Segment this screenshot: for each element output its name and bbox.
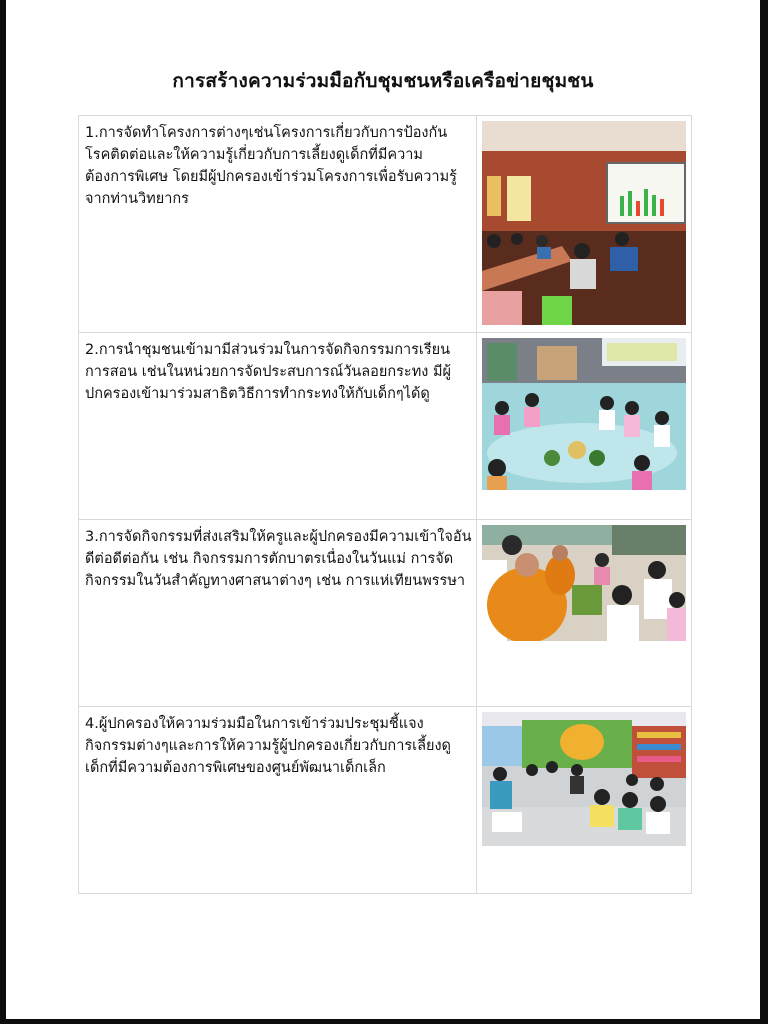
krathong-photo bbox=[482, 338, 686, 490]
meeting-photo bbox=[482, 712, 686, 846]
item-text-3: 3.การจัดกิจกรรมที่ส่งเสริมให้ครูและผู้ปกครองมีความเข้าใจอันดีต่อดีต่อกัน เช่น กิจกรรมการตักบาตรเนื่องในวันแม่ การจัดกิจกรรมในวันสำคัญทางศาสนาต่างๆ เช่น การแห่เทียนพรรษา bbox=[85, 529, 472, 589]
item-text-2: 2.การนำชุมชนเข้ามามีส่วนร่วมในการจัดกิจกรรมการเรียนการสอน เช่นในหน่วยการจัดประสบการณ์วันลอยกระทง มีผู้ปกครองเข้ามาร่วมสาธิตวิธีการทำกระทงให้กับเด็กๆได้ดู bbox=[85, 342, 452, 402]
alms-photo bbox=[482, 525, 686, 641]
page-title: การสร้างความร่วมมือกับชุมชนหรือเครือข่ายชุมชน bbox=[172, 70, 594, 92]
table-row bbox=[79, 520, 692, 707]
item-text-4: 4.ผู้ปกครองให้ความร่วมมือในการเข้าร่วมประชุมชี้แจงกิจกรรมต่างๆและการให้ความรู้ผู้ปกครองเกี่ยวกับการเลี้ยงดูเด็กที่มีความต้องการพิเศษของศูนย์พัฒนาเด็กเล็ก bbox=[85, 716, 451, 776]
item-text-1: 1.การจัดทำโครงการต่างๆเช่นโครงการเกี่ยวกับการป้องกันโรคติดต่อและให้ความรู้เกี่ยวกับการเลี้ยงดูเด็กที่มีความต้องการพิเศษ โดยมีผู้ปกครองเข้าร่วมโครงการเพื่อรับความรู้จากท่านวิทยากร bbox=[85, 125, 457, 207]
table-row bbox=[79, 116, 692, 333]
document-page bbox=[6, 0, 760, 1019]
activities-table bbox=[78, 115, 692, 894]
table-row bbox=[79, 333, 692, 520]
seminar-photo bbox=[482, 121, 686, 325]
table-row bbox=[79, 707, 692, 894]
